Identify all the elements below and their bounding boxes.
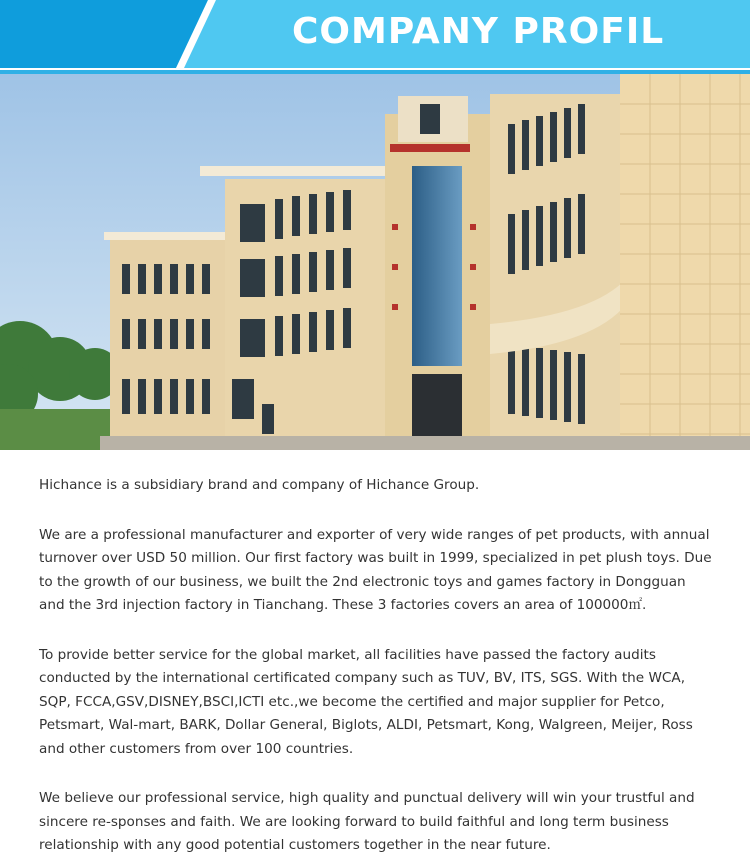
central-tower <box>385 96 490 444</box>
building-photo <box>0 74 750 450</box>
page-title: COMPANY PROFIL <box>292 11 665 52</box>
right-wing <box>490 94 630 444</box>
paragraph-certifications: To provide better service for the global market, all facilities have passed the factory audits conducted by the international certificated company such as TUV, BV, ITS, SGS. With the WCA, SQP, FCCA,GSV,DISNEY,BSCI,ICTI etc.,we become the certified and major supplier for Petco, Petsmart, Wal-mart, BARK, Dollar General, Biglots, ALDI, Petsmart, Kong, Walgreen, Meijer, Ross and other customers from over 100 countries. <box>39 646 693 757</box>
paragraph-intro: Hichance is a subsidiary brand and company of Hichance Group. <box>39 477 480 493</box>
header-banner <box>0 0 750 68</box>
profile-text <box>0 450 750 858</box>
paragraph-commitment: We believe our professional service, high quality and punctual delivery will win your trustful and sincere re-sponses and faith. We are looking forward to build faithful and long term business relationship with any good potential customers together in the near future. <box>39 790 695 853</box>
paragraph-factories: We are a professional manufacturer and exporter of very wide ranges of pet products, with annual turnover over USD 50 million. Our first factory was built in 1999, specialized in pet plush toys. Due to the growth of our business, we built the 2nd electronic toys and games factory in Dongguan and the 3rd injection factory in Tianchang. These 3 factories covers an area of 100000㎡. <box>39 526 712 613</box>
middle-wing <box>200 166 390 441</box>
tile-facade <box>620 74 750 450</box>
left-wing <box>104 232 234 439</box>
